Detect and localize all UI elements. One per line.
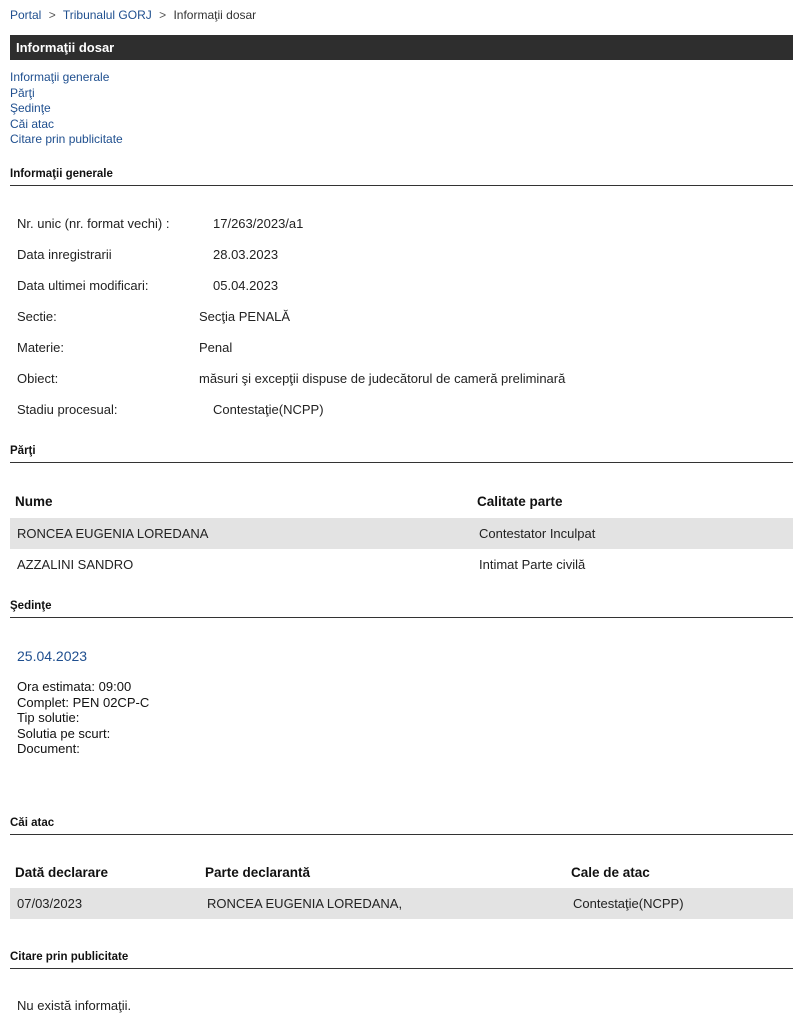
table-row	[10, 518, 793, 549]
info-value: 28.03.2023	[213, 247, 279, 262]
info-value: 17/263/2023/a1	[213, 216, 304, 231]
breadcrumb-separator: >	[159, 8, 167, 22]
page-title: Informaţii dosar	[10, 35, 793, 60]
info-value: măsuri şi excepţii dispuse de judecătorul de cameră preliminară	[199, 371, 566, 386]
column-header-nume: Nume	[15, 494, 53, 509]
session-line: Solutia pe scurt:	[17, 725, 111, 741]
nav-link-parti[interactable]: Părţi	[10, 85, 35, 100]
info-label: Stadiu procesual:	[17, 402, 118, 417]
breadcrumb-portal-link[interactable]: Portal	[10, 8, 42, 22]
table-row	[10, 549, 793, 580]
breadcrumb-current: Informaţii dosar	[173, 8, 257, 22]
info-label: Nr. unic (nr. format vechi) :	[17, 216, 170, 231]
info-value: 05.04.2023	[213, 278, 279, 293]
appeal-date: 07/03/2023	[17, 896, 83, 911]
info-label: Obiect:	[17, 371, 59, 386]
info-row	[17, 371, 565, 386]
session-line: Ora estimata: 09:00	[17, 679, 132, 694]
info-label: Sectie:	[17, 309, 57, 324]
info-row	[17, 340, 232, 355]
info-row	[17, 247, 278, 262]
table-row	[10, 888, 793, 919]
column-header-data-declarare: Dată declarare	[15, 865, 109, 880]
section-nav	[10, 70, 123, 148]
info-label: Data ultimei modificari:	[17, 278, 149, 293]
section-heading-informatii-generale: Informaţii generale	[10, 168, 793, 186]
session-line: Document:	[17, 741, 80, 756]
section-heading-sedinte: Şedinţe	[10, 600, 793, 618]
appeal-type: Contestaţie(NCPP)	[573, 896, 684, 911]
nav-link-cai-atac[interactable]: Căi atac	[10, 116, 55, 131]
info-row	[17, 278, 278, 293]
section-heading-cai-atac: Căi atac	[10, 817, 793, 835]
nav-link-citare[interactable]: Citare prin publicitate	[10, 132, 123, 146]
party-role: Contestator Inculpat	[479, 526, 596, 541]
breadcrumb	[10, 8, 256, 22]
info-value: Penal	[199, 340, 233, 355]
breadcrumb-tribunal-link[interactable]: Tribunalul GORJ	[62, 8, 152, 22]
session-line: Complet: PEN 02CP-C	[17, 694, 150, 710]
section-heading-parti: Părţi	[10, 445, 793, 463]
column-header-calitate: Calitate parte	[477, 494, 563, 509]
party-name: RONCEA EUGENIA LOREDANA	[17, 526, 209, 541]
nav-link-sedinte[interactable]: Şedinţe	[10, 101, 51, 115]
party-role: Intimat Parte civilă	[479, 557, 586, 572]
info-row	[17, 402, 324, 417]
info-value: Secţia PENALĂ	[199, 309, 291, 324]
column-header-parte-declaranta: Parte declarantă	[205, 865, 311, 880]
info-value: Contestaţie(NCPP)	[213, 402, 324, 417]
info-label: Materie:	[17, 340, 64, 355]
session-date-link[interactable]: 25.04.2023	[17, 648, 88, 664]
no-info-message: Nu există informaţii.	[17, 998, 132, 1013]
appeal-party: RONCEA EUGENIA LOREDANA,	[207, 896, 403, 911]
info-row	[17, 216, 303, 231]
section-heading-citare: Citare prin publicitate	[10, 951, 793, 969]
info-row	[17, 309, 290, 324]
info-label: Data inregistrarii	[17, 247, 112, 262]
breadcrumb-separator: >	[48, 8, 56, 22]
session-line: Tip solutie:	[17, 710, 80, 725]
party-name: AZZALINI SANDRO	[17, 557, 134, 572]
nav-link-informatii-generale[interactable]: Informaţii generale	[10, 70, 110, 84]
column-header-cale-atac: Cale de atac	[571, 865, 650, 880]
session-details	[17, 679, 149, 757]
